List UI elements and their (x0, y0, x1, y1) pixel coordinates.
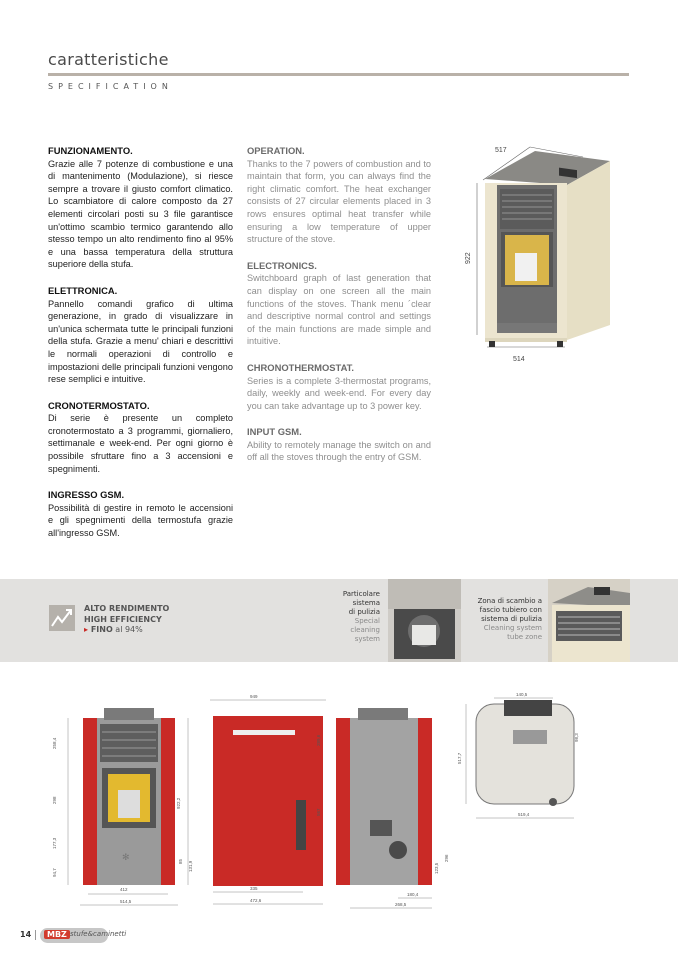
dim-label: 98,3 (574, 733, 579, 742)
dim-label: 949 (250, 694, 258, 699)
brand-logo-text: MBZ (44, 930, 70, 939)
efficiency-text (84, 604, 169, 636)
english-heading: ELECTRONICS. (247, 259, 317, 271)
english-heading: INPUT GSM. (247, 426, 302, 438)
technical-drawings (18, 690, 643, 918)
dim-label: 514,5 (120, 899, 132, 904)
dim-label: 177,3 (52, 837, 57, 849)
dim-label: 412 (120, 887, 128, 892)
dim-label: 131,9 (188, 860, 193, 872)
dim-label: 94,7 (52, 868, 57, 877)
brand-logo-script: stufe&caminetti (70, 930, 127, 938)
caption-line: Particolare (342, 590, 380, 598)
efficiency-line1: ALTO RENDIMENTO (84, 604, 170, 613)
dim-label: 517,7 (457, 752, 462, 764)
top-view-drawing (457, 692, 579, 818)
dim-label: 123,5 (434, 862, 439, 874)
italian-section (48, 400, 233, 476)
page-subtitle: SPECIFICATION (48, 82, 173, 91)
italian-column (48, 145, 233, 554)
caption-line: fascio tubiero con (479, 606, 542, 614)
italian-body: Di serie è presente un completo cronotermostato a 3 programmi, giornaliero, settimanale e week-end. Per ogni giorno è possibile sfruttare fino a 3 accensioni e spegnimenti. (48, 413, 233, 474)
italian-body: Possibilità di gestire in remoto le accensioni e gli spegnimenti della termostufa grazie all'ingresso GSM. (48, 502, 233, 539)
dim-label: 140,5 (516, 692, 528, 697)
english-body: Thanks to the 7 powers of combustion and to maintain that form, you can always find the right climatic comfort. The heat exchanger consists of 27 circular elements placed in 3 rows ensures optimal heat transfer while ensuring a low temperature of upper structure of the stove. (247, 158, 431, 245)
english-heading: CHRONOTHERMOSTAT. (247, 361, 354, 373)
dim-label: 335 (250, 886, 258, 891)
dim-label: 296 (444, 854, 449, 862)
italian-heading: INGRESSO GSM. (48, 489, 125, 501)
caption-line: tube zone (507, 633, 542, 641)
caption-line: Zona di scambio a (477, 597, 542, 605)
exchange-zone-photo (548, 579, 630, 662)
italian-heading: FUNZIONAMENTO. (48, 145, 133, 156)
title-rule (48, 73, 629, 76)
english-section (247, 145, 431, 246)
dim-label: 519,4 (518, 812, 530, 817)
back-view-drawing (336, 708, 449, 908)
caption-line: Cleaning system (483, 624, 542, 632)
caption-line: di pulizia (348, 608, 380, 616)
cleaning-system-photo (388, 579, 461, 662)
italian-body: Pannello comandi grafico di ultima generazione, in grado di visualizzare in un'unica schermata tutte le principali funzioni della stufa. Grazie a menu' chiari e descrittivi le normali operazioni di controllo e impostazioni delle principali funzioni vengono rese semplici e intuitive. (48, 298, 233, 385)
english-section (247, 362, 431, 412)
dim-top-depth: 517 (495, 147, 507, 154)
dim-label: 567 (316, 808, 321, 816)
dim-label: 258,4 (52, 737, 57, 749)
italian-heading: ELETTRONICA. (48, 284, 118, 296)
italian-heading: CRONOTERMOSTATO. (48, 399, 150, 411)
italian-body: Grazie alle 7 potenze di combustione e una di mantenimento (Modulazione), si riesce sempre a trovare il giusto comfort climatico. Lo scambiatore di calore composto da 27 elementi circolari posti su 3 file garantisce un'ottimo scambio termico garantendo allo stesso tempo un alto rendimento fino al 95% e una bassa temperatura della struttura superiore della stufa. (48, 158, 233, 270)
product-photo (455, 135, 630, 365)
italian-section (48, 145, 233, 271)
italian-section (48, 489, 233, 539)
front-view-drawing (52, 708, 178, 905)
english-body: Ability to remotely manage the switch on and off all the stoves through the entry of GSM. (247, 439, 431, 463)
dim-label: 180,4 (407, 892, 419, 897)
page-title: caratteristiche (48, 50, 169, 69)
caption-line: cleaning (350, 626, 380, 634)
dim-height: 922 (465, 252, 472, 264)
dim-label: 922,2 (176, 797, 181, 809)
dim-label: 472,6 (250, 898, 262, 903)
dim-label: 85 (178, 858, 183, 864)
english-heading: OPERATION. (247, 145, 305, 156)
caption-line: Special (354, 617, 380, 625)
caption-line: sistema di pulizia (481, 615, 542, 623)
page-number: 14 (20, 930, 32, 939)
dim-label: 289,6 (316, 734, 321, 746)
efficiency-chart-icon (49, 605, 75, 631)
caption-line: sistema (352, 599, 380, 607)
english-body: Switchboard graph of last generation that can display on one screen all the main functions of the stoves. Thank menu ´clear and descriptive normal control and settings of the main functions are made simple and intuitive. (247, 273, 431, 347)
efficiency-line3: ▸ FINO al 94% (84, 625, 143, 634)
english-section (247, 426, 431, 464)
detail-caption-cleaning (318, 590, 380, 644)
english-section (247, 260, 431, 348)
caption-line: system (354, 635, 380, 643)
side-view-drawing (176, 694, 326, 904)
english-body: Series is a complete 3-thermostat programs, daily, weekly and week-end. For every day you can take advantage up to 3 power key. (247, 375, 431, 411)
detail-caption-exchange (462, 597, 542, 642)
dim-label: 268,5 (395, 902, 407, 907)
italian-section (48, 285, 233, 386)
fan-icon: ✻ (122, 852, 130, 862)
dim-width: 514 (513, 356, 525, 363)
footer-divider (35, 930, 36, 940)
dim-label: 298 (52, 796, 57, 804)
english-column (247, 145, 431, 478)
efficiency-line2: HIGH EFFICIENCY (84, 614, 162, 624)
